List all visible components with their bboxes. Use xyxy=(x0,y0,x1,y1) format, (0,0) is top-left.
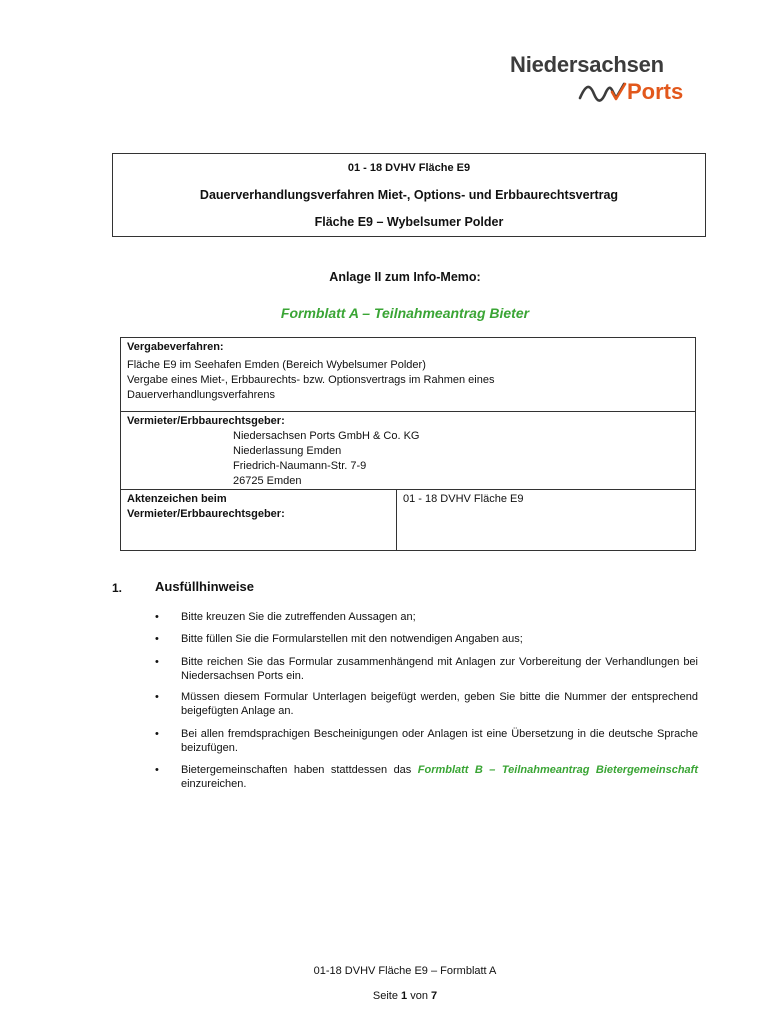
header-subtitle: Fläche E9 – Wybelsumer Polder xyxy=(314,215,504,229)
aktenzeichen-label-cell xyxy=(121,490,397,550)
list-item: • Bei allen fremdsprachigen Bescheinigungen oder Anlagen ist eine Übersetzung in die deutsche Sprache beizufügen. xyxy=(155,728,698,754)
vergabe-row xyxy=(121,338,695,412)
info-table xyxy=(120,337,696,551)
bullet-icon: • xyxy=(155,728,159,740)
list-item: • Bitte füllen Sie die Formularstellen mit den notwendigen Angaben aus; xyxy=(155,633,523,645)
logo-text-ports: Ports xyxy=(627,79,684,104)
vermieter-row xyxy=(121,412,695,490)
header-reference: 01 - 18 DVHV Fläche E9 xyxy=(347,162,471,174)
formblatt-title: Formblatt A – Teilnahmeantrag Bieter xyxy=(280,305,530,321)
footer-document-title: 01-18 DVHV Fläche E9 – Formblatt A xyxy=(313,965,497,977)
formblatt-b-reference: Formblatt B – Teilnahmeantrag Bietergemeinschaft xyxy=(417,764,698,776)
footer-page-number: Seite 1 von 7 xyxy=(372,990,438,1002)
list-item: • Bitte reichen Sie das Formular zusammenhängend mit Anlagen zur Vorbereitung der Verhandlungen bei Niedersachsen Ports ein. xyxy=(155,656,698,682)
aktenzeichen-label: Aktenzeichen beim xyxy=(127,493,227,505)
header-title: Dauerverhandlungsverfahren Miet-, Options- und Erbbaurechtsvertrag xyxy=(199,188,619,202)
vergabe-line: Fläche E9 im Seehafen Emden (Bereich Wybelsumer Polder) xyxy=(127,359,426,371)
vermieter-line: Friedrich-Naumann-Str. 7-9 xyxy=(233,460,367,472)
vermieter-line: 26725 Emden xyxy=(233,475,302,487)
wave-check-icon xyxy=(578,82,628,104)
aktenzeichen-row xyxy=(121,490,695,550)
logo-text-niedersachsen: Niedersachsen xyxy=(510,52,664,77)
list-item: • Bitte kreuzen Sie die zutreffenden Aussagen an; xyxy=(155,611,416,623)
vermieter-line: Niedersachsen Ports GmbH & Co. KG xyxy=(233,430,420,442)
logo xyxy=(510,52,700,108)
bullet-icon: • xyxy=(155,691,159,703)
bullet-icon: • xyxy=(155,656,159,668)
bullet-icon: • xyxy=(155,611,159,623)
vermieter-line: Niederlassung Emden xyxy=(233,445,342,457)
vergabe-line: Vergabe eines Miet-, Erbbaurechts- bzw. Optionsvertrags im Rahmen eines xyxy=(127,374,495,386)
bullet-icon: • xyxy=(155,633,159,645)
vergabe-line: Dauerverhandlungsverfahrens xyxy=(127,389,275,401)
aktenzeichen-value: 01 - 18 DVHV Fläche E9 xyxy=(403,493,524,505)
bullet-icon: • xyxy=(155,764,159,776)
header-box xyxy=(112,153,706,237)
list-item: • Bietergemeinschaften haben stattdessen das Formblatt B – Teilnahmeantrag Bietergemeinschaft einzureichen. xyxy=(155,764,698,790)
vermieter-label: Vermieter/Erbbaurechtsgeber: xyxy=(127,415,285,427)
list-item: • Müssen diesem Formular Unterlagen beigefügt werden, geben Sie bitte die Nummer der entsprechend beigefügten Anlage an. xyxy=(155,691,698,717)
aktenzeichen-label: Vermieter/Erbbaurechtsgeber: xyxy=(127,508,285,520)
section-number: 1. xyxy=(112,581,123,595)
section-title: Ausfüllhinweise xyxy=(155,579,254,594)
anlage-heading: Anlage II zum Info-Memo: xyxy=(329,270,481,284)
vergabe-label: Vergabeverfahren: xyxy=(127,341,224,353)
